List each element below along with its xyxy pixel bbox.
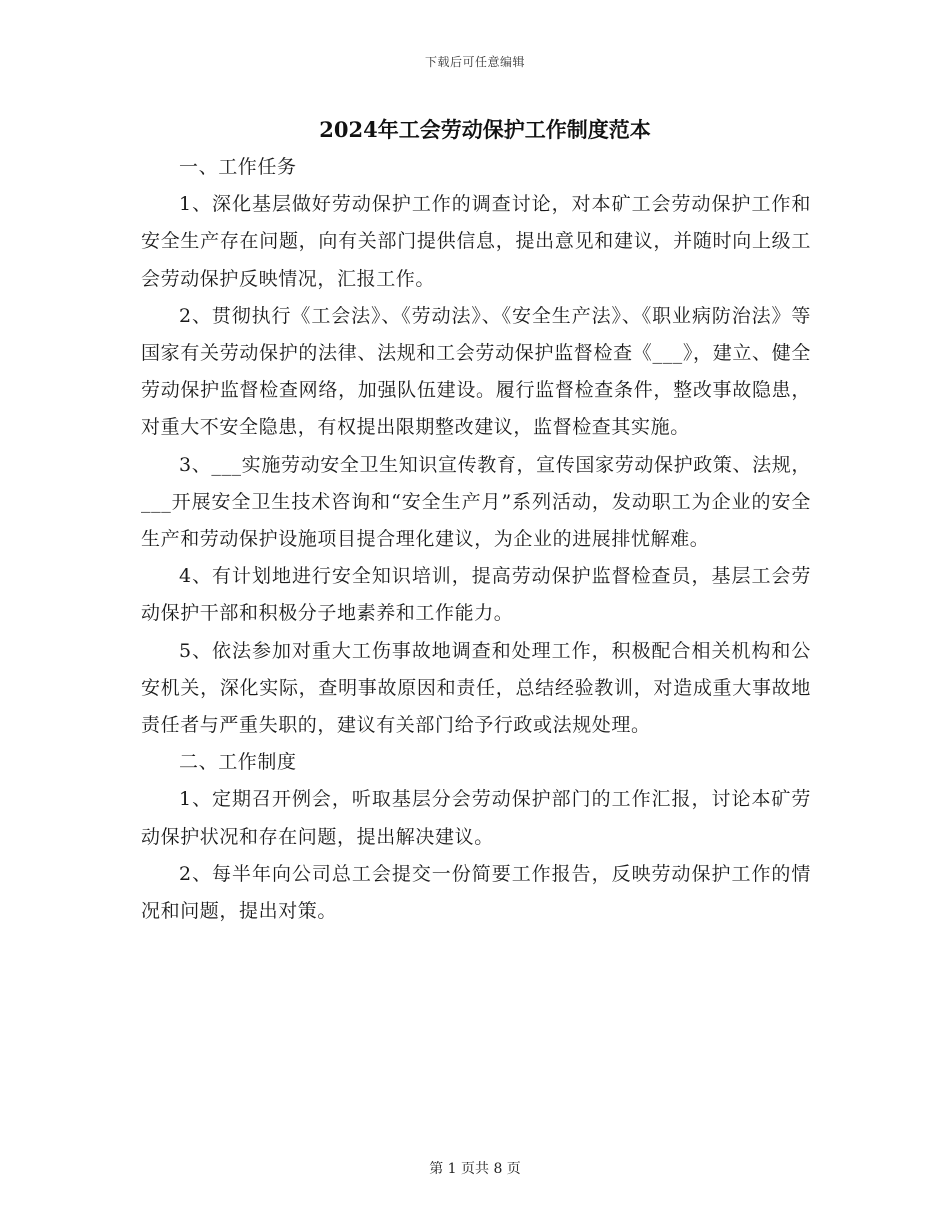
- header-note: 下载后可任意编辑: [424, 55, 525, 69]
- paragraph-task-5: 5、依法参加对重大工伤事故地调查和处理工作，积极配合相关机构和公安机关，深化实际，查明事故原因和责任，总结经验教训，对造成重大事故地责任者与严重失职的，建议有关部门给予行政或法规处理。: [141, 639, 811, 737]
- paragraph-task-4: 4、有计划地进行安全知识培训，提高劳动保护监督检查员，基层工会劳动保护干部和积极分子地素养和工作能力。: [141, 565, 811, 625]
- paragraph-task-2: 2、贯彻执行《工会法》、《劳动法》、《安全生产法》、《职业病防治法》等国家有关劳动保护的法律、法规和工会劳动保护监督检查《___》，建立、健全劳动保护监督检查网络，加强队伍建设。履行监督检查条件，整改事故隐患，对重大不安全隐患，有权提出限期整改建议，监督检查其实施。: [141, 304, 811, 439]
- section-heading-system: 二、工作制度: [179, 751, 297, 774]
- paragraph-task-1: 1、深化基层做好劳动保护工作的调查讨论，对本矿工会劳动保护工作和安全生产存在问题，向有关部门提供信息，提出意见和建议，并随时向上级工会劳动保护反映情况，汇报工作。: [141, 193, 811, 290]
- document-body: [141, 149, 811, 930]
- paragraph-system-2: 2、每半年向公司总工会提交一份简要工作报告，反映劳动保护工作的情况和问题，提出对策。: [141, 862, 811, 923]
- document-title: 2024年工会劳动保护工作制度范本: [319, 117, 651, 142]
- section-heading-tasks: 一、工作任务: [179, 156, 297, 178]
- paragraph-system-1: 1、定期召开例会，听取基层分会劳动保护部门的工作汇报，讨论本矿劳动保护状况和存在问题，提出解决建议。: [141, 788, 811, 848]
- page-number: 第 1 页共 8 页: [429, 1161, 521, 1177]
- paragraph-task-3: 3、___实施劳动安全卫生知识宣传教育，宣传国家劳动保护政策、法规，___开展安全卫生技术咨询和“安全生产月”系列活动，发动职工为企业的安全生产和劳动保护设施项目提合理化建议，为企业的进展排忧解难。: [141, 453, 811, 551]
